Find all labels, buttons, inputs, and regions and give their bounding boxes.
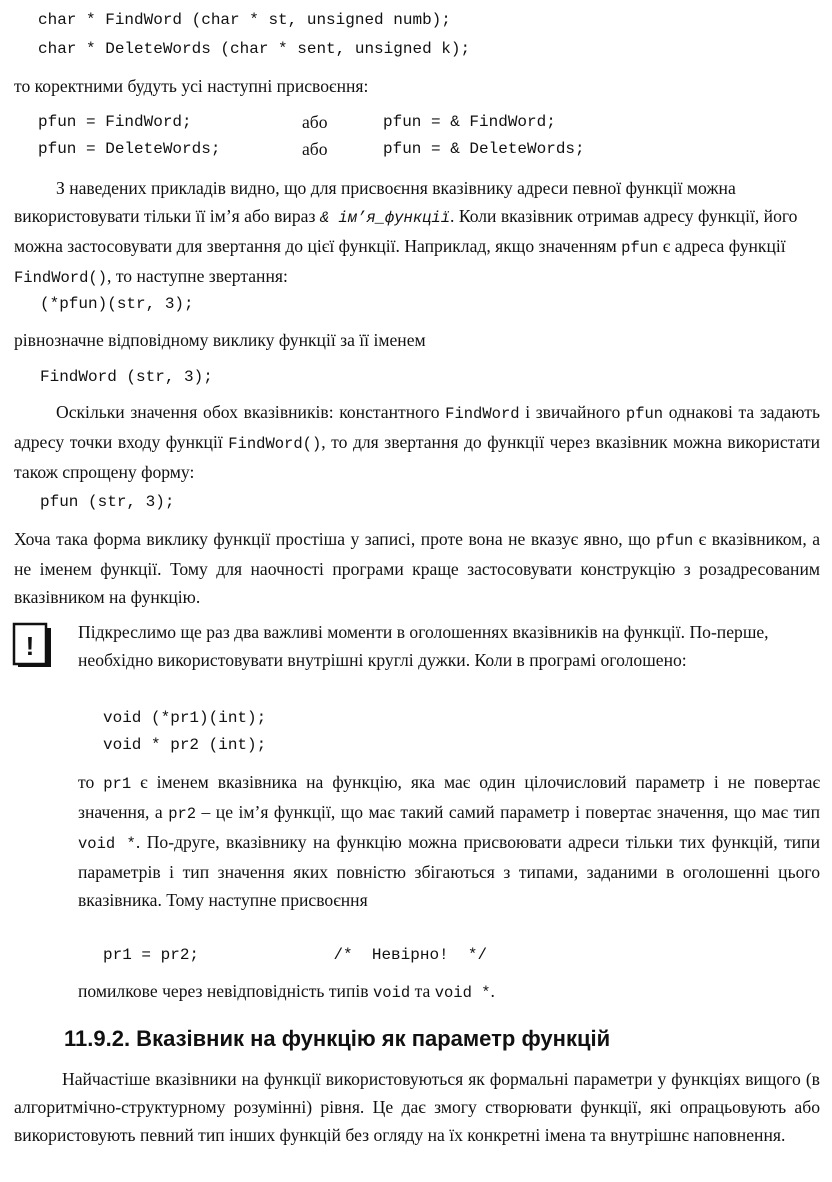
assign-1-or: або bbox=[302, 112, 328, 132]
code-findword-decl: char * FindWord (char * st, unsigned numb); bbox=[38, 11, 451, 29]
code-deletewords-decl: char * DeleteWords (char * sent, unsigned k); bbox=[38, 40, 471, 58]
code-pr2-decl: void * pr2 (int); bbox=[103, 736, 267, 754]
paragraph-correct-assignments: то коректними будуть усі наступні присвоєння: bbox=[14, 76, 369, 96]
svg-text:!: ! bbox=[25, 631, 35, 661]
note-paragraph-2: то pr1 є іменем вказівника на функцію, яка має один цілочисловий параметр і не повертає значення, а pr2 – це ім’я функції, що має такий самий параметр і повертає значення, що має тип void *. По-друге, вказівнику на функцію можна присвоювати адреси тільки тих функцій, типи параметрів і тип значення яких повністю збігаються з типами, заданими в оголошенні цього вказівника. Тому наступне присвоєння bbox=[78, 772, 821, 910]
section-heading: 11.9.2. Вказівник на функцію як параметр функцій bbox=[64, 1026, 611, 1051]
code-call-by-name: FindWord (str, 3); bbox=[40, 368, 213, 386]
exclamation-warning-icon bbox=[12, 622, 54, 668]
code-invalid-assignment: pr1 = pr2; /* Невірно! */ bbox=[103, 946, 488, 964]
code-assign-2-right: pfun = & DeleteWords; bbox=[383, 140, 585, 158]
paragraph-simpler-form: Хоча така форма виклику функції простіша у записі, проте вона не вказує явно, що pfun є вказівником, а не іменем функції. Тому для наочності програми краще застосовувати конструкцію з розадресованим вказівником на функцію. bbox=[14, 529, 821, 607]
note-paragraph-3: помилкове через невідповідність типів void та void *. bbox=[78, 981, 495, 1002]
paragraph-since: Оскільки значення обох вказівників: константного FindWord і звичайного pfun однакові та задають адресу точки входу функції FindWord(), то для звертання до функції через вказівник можна використати також спрощену форму: bbox=[14, 402, 820, 482]
paragraph-examples: З наведених прикладів видно, що для присвоєння вказівнику адреси певної функції можна використовувати тільки її ім’я або вираз & ім’я_функції. Коли вказівник отримав адресу функції, його можна застосовувати для звертання до цієї функції. Наприклад, якщо значенням pfun є адреса функції FindWord(), то наступне звертання: bbox=[14, 178, 798, 287]
code-pr1-decl: void (*pr1)(int); bbox=[103, 709, 267, 727]
code-call-simplified: pfun (str, 3); bbox=[40, 493, 175, 511]
paragraph-equivalent: рівнозначне відповідному виклику функції за її іменем bbox=[14, 330, 426, 350]
code-assign-1-left: pfun = FindWord; bbox=[38, 113, 192, 131]
paragraph-final: Найчастіше вказівники на функції використовуються як формальні параметри у функціях вищого (в алгоритмічно-структурному розумінні) рівня. Це дає змогу створювати функції, які опрацьовують або використовують певний тип інших функцій без огляду на їх конкретні імена та внутрішнє наповнення. bbox=[14, 1069, 820, 1145]
code-call-deref: (*pfun)(str, 3); bbox=[40, 295, 194, 313]
assign-2-or: або bbox=[302, 139, 328, 159]
note-paragraph-1: Підкреслимо ще раз два важливі моменти в оголошеннях вказівників на функції. По-перше, необхідно використовувати внутрішні круглі дужки. Коли в програмі оголошено: bbox=[78, 622, 769, 670]
expr-address-of: & ім’я_функції bbox=[319, 209, 451, 227]
code-assign-2-left: pfun = DeleteWords; bbox=[38, 140, 221, 158]
code-assign-1-right: pfun = & FindWord; bbox=[383, 113, 556, 131]
